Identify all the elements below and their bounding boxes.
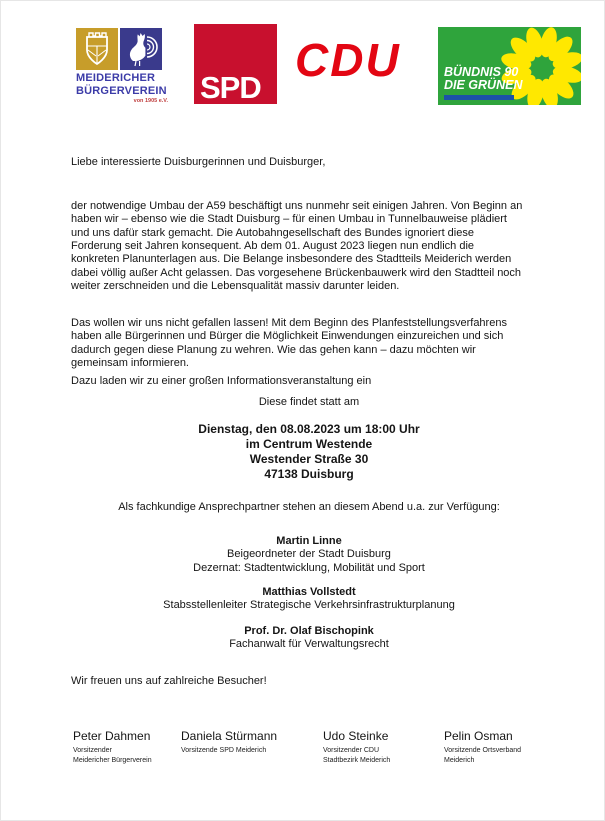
gruene-logo <box>438 27 581 105</box>
speaker-name: Prof. Dr. Olaf Bischopink <box>244 625 374 637</box>
event-intro-line: Diese findet statt am <box>258 396 360 408</box>
signatory-name: Peter Dahmen <box>73 729 151 743</box>
speaker-block <box>71 535 547 575</box>
speaker-block <box>71 625 547 652</box>
buergerverein-name-line1: MEIDERICHER <box>76 72 156 84</box>
signatory-name: Daniela Stürmann <box>181 729 278 743</box>
signatory-role: Vorsitzende Ortsverband Meiderich <box>444 747 522 764</box>
signatory-role: Vorsitzende SPD Meiderich <box>181 747 267 754</box>
cdu-logo <box>295 34 401 86</box>
speaker-role: Fachanwalt für Verwaltungsrecht <box>229 638 389 651</box>
spd-logo-label: SPD <box>200 70 261 105</box>
speaker-name: Matthias Vollstedt <box>262 586 356 598</box>
speaker-role: Beigeordneter der Stadt Duisburg Dezernat: Stadtentwicklung, Mobilität und Sport <box>193 548 425 574</box>
signatory-name: Udo Steinke <box>323 729 389 743</box>
salutation: Liebe interessierte Duisburgerinnen und Duisburger, <box>71 156 326 168</box>
signatory-column <box>181 730 277 756</box>
buergerverein-crest <box>76 28 168 70</box>
buergerverein-name-line2: BÜRGERVEREIN <box>76 84 167 97</box>
body-paragraph-a59: der notwendige Umbau der A59 beschäftigt uns nunmehr seit einigen Jahren. Von Beginn an haben wir – ebenso wie die Stadt Duisburg – für einen Umbau in Tunnelbauweise plädiert und uns dafür stark gemacht. Die Autobahngesellschaft des Bundes ignoriert diese Forderung seit Jahren konsequent. Ab dem 01. August 2023 liegen nun endlich die konkreten Planunterlagen aus. Die Belange insbesondere des Stadtteils Meiderich werden dabei völlig außer Acht gelassen. Das vorgesehene Brückenbauwerk wird den Stadtteil noch weiter zerschneiden und die Lebensqualität massiv darunter leiden. <box>71 200 523 293</box>
signatory-role: Vorsitzender Meidericher Bürgerverein <box>73 747 152 764</box>
body-paragraph-objection: Das wollen wir uns nicht gefallen lassen! Mit dem Beginn des Planfeststellungsverfahrens haben alle Bürgerinnen und Bürger die Möglichkeit Einwendungen einzureichen und sich dadurch gegen diese Planung zu wehren. Wie das gehen kann – dazu möchten wir gemeinsam informieren. <box>71 317 507 370</box>
shield-castle-icon <box>76 28 118 70</box>
signatory-role: Vorsitzender CDU Stadtbezirk Meiderich <box>323 747 391 764</box>
spd-logo <box>194 24 277 104</box>
closing-line: Wir freuen uns auf zahlreiche Besucher! <box>71 675 267 687</box>
signatory-column <box>323 730 390 765</box>
gruene-logo-line1: BÜNDNIS 90 <box>444 65 519 79</box>
rooster-icon <box>120 28 162 70</box>
speaker-name: Martin Linne <box>276 535 342 547</box>
speaker-role: Stabsstellenleiter Strategische Verkehrsinfrastrukturplanung <box>163 599 455 612</box>
cdu-logo-label: CDU <box>295 34 401 86</box>
gruene-logo-underline <box>444 95 514 100</box>
crest-navy-square <box>120 28 162 70</box>
crest-gold-square <box>76 28 118 70</box>
signatory-name: Pelin Osman <box>444 729 513 743</box>
speaker-block <box>71 586 547 613</box>
gruene-logo-label <box>444 66 522 92</box>
signatory-column <box>73 730 152 765</box>
buergerverein-logo <box>76 28 168 104</box>
buergerverein-founding-label: von 1905 e.V. <box>133 98 168 104</box>
gruene-logo-line2: DIE GRÜNEN <box>444 78 523 92</box>
event-details: Dienstag, den 08.08.2023 um 18:00 Uhr im Centrum Westende Westender Straße 30 47138 Duisburg <box>198 422 420 481</box>
invitation-line: Dazu laden wir zu einer großen Informationsveranstaltung ein <box>71 375 372 387</box>
speakers-intro-line: Als fachkundige Ansprechpartner stehen an diesem Abend u.a. zur Verfügung: <box>118 501 500 513</box>
signatory-column <box>444 730 521 765</box>
